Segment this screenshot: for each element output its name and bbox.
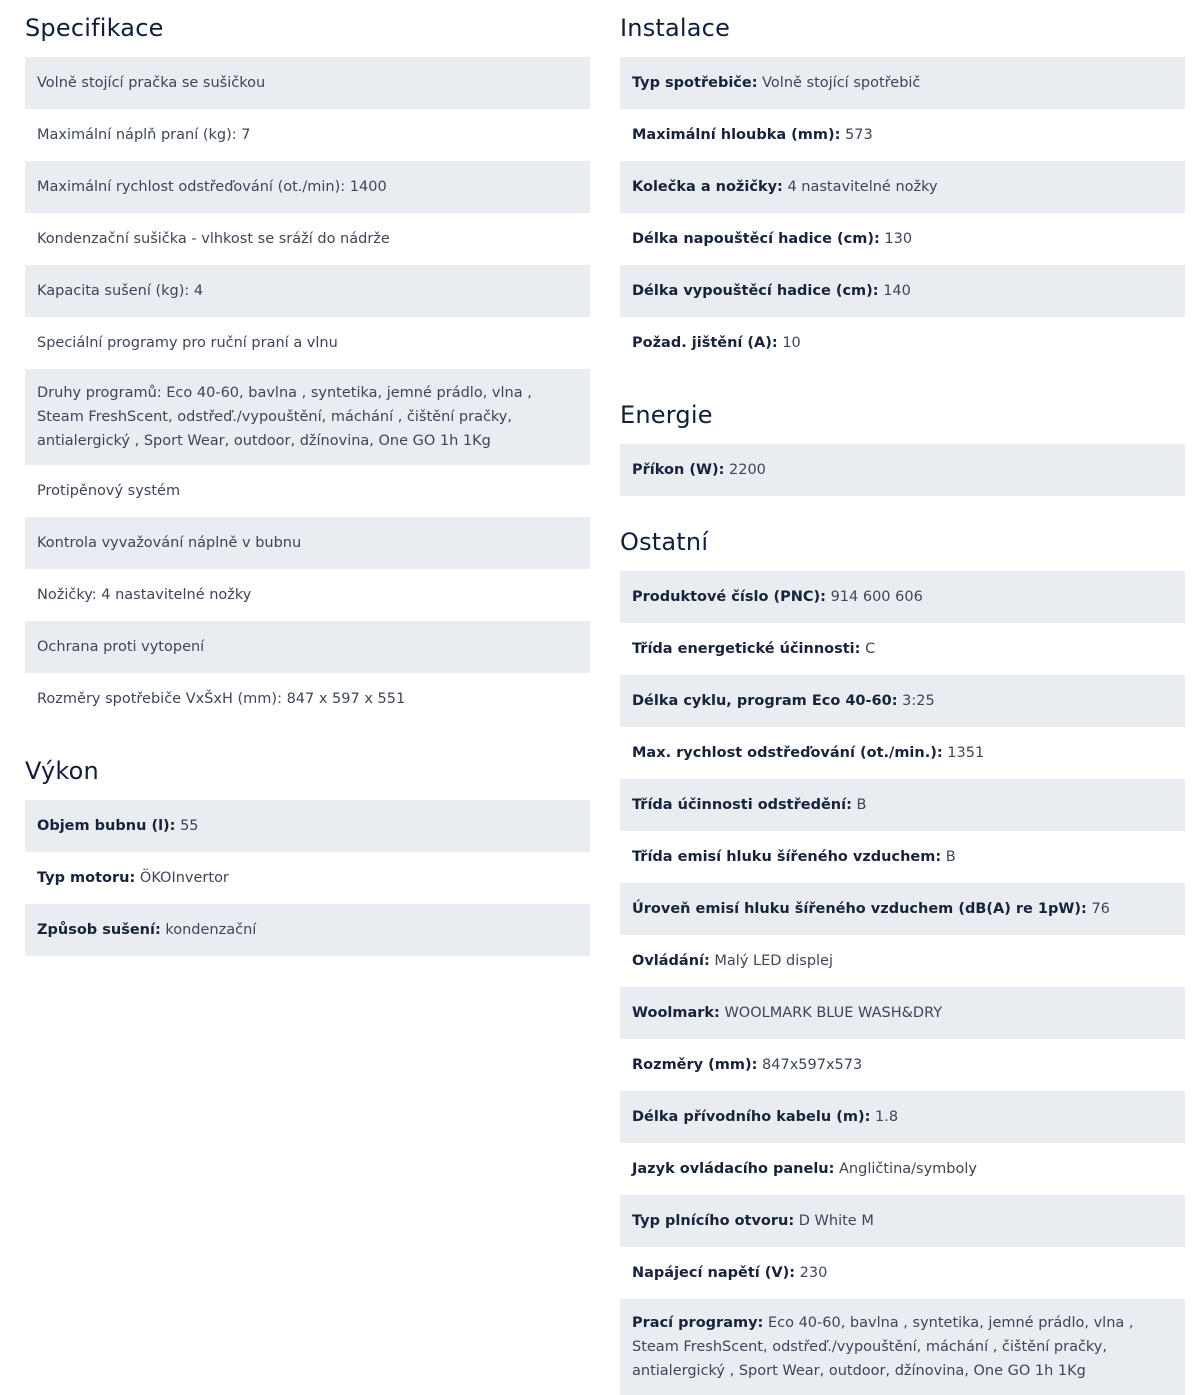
- spec-row: [620, 987, 1185, 1039]
- spec-value: 914 600 606: [830, 589, 923, 605]
- spec-row: Maximální náplň praní (kg): 7: [25, 109, 590, 161]
- spec-row: [25, 904, 590, 956]
- spec-row: [620, 883, 1185, 935]
- spec-value: 2200: [729, 462, 766, 478]
- spec-row: Volně stojící pračka se sušičkou: [25, 57, 590, 109]
- spec-value: 4 nastavitelné nožky: [787, 179, 938, 195]
- section-title-specifikace: Specifikace: [25, 14, 164, 42]
- spec-row: Ochrana proti vytopení: [25, 621, 590, 673]
- section-instalace: [620, 0, 1185, 369]
- spec-key: Ovládání:: [632, 953, 710, 969]
- spec-row: Kondenzační sušička - vlhkost se sráží do nádrže: [25, 213, 590, 265]
- spec-key: Napájecí napětí (V):: [632, 1265, 796, 1281]
- spec-row: Kapacita sušení (kg): 4: [25, 265, 590, 317]
- spec-value: D White M: [798, 1213, 874, 1229]
- spec-row: [620, 1039, 1185, 1091]
- spec-row: Maximální rychlost odstřeďování (ot./min): 1400: [25, 161, 590, 213]
- spec-row: [620, 571, 1185, 623]
- spec-value: B: [945, 849, 956, 865]
- spec-value: Malý LED displej: [714, 953, 834, 969]
- spec-row: [620, 109, 1185, 161]
- spec-row: [25, 852, 590, 904]
- spec-value: ÖKOInvertor: [139, 870, 229, 886]
- spec-key: Produktové číslo (PNC):: [632, 589, 826, 605]
- spec-row: [620, 213, 1185, 265]
- spec-key: Max. rychlost odstřeďování (ot./min.):: [632, 745, 943, 761]
- spec-list-vykon: [25, 800, 590, 956]
- spec-key: Úroveň emisí hluku šířeného vzduchem (dB(A) re 1pW):: [632, 901, 1087, 917]
- right-column: [620, 0, 1185, 1395]
- spec-key: Rozměry (mm):: [632, 1057, 758, 1073]
- spec-value: 130: [884, 231, 913, 247]
- spec-value: Volně stojící spotřebič: [762, 75, 921, 91]
- spec-key: Třída energetické účinnosti:: [632, 641, 861, 657]
- spec-key: Délka přívodního kabelu (m):: [632, 1109, 871, 1125]
- spec-row: [620, 317, 1185, 369]
- spec-key: Příkon (W):: [632, 462, 725, 478]
- spec-key: Délka cyklu, program Eco 40-60:: [632, 693, 898, 709]
- spec-row: [620, 1143, 1185, 1195]
- spec-row: Druhy programů: Eco 40-60, bavlna , syntetika, jemné prádlo, vlna , Steam FreshScent, odstřeď./vypouštění, máchání , čištění pračky, antialergický , Sport Wear, outdoor, džínovina, One GO 1h 1Kg: [25, 369, 590, 465]
- spec-value: C: [865, 641, 876, 657]
- spec-list-energie: [620, 444, 1185, 496]
- spec-value: Angličtina/symboly: [839, 1161, 977, 1177]
- spec-row: Speciální programy pro ruční praní a vlnu: [25, 317, 590, 369]
- spec-value: kondenzační: [165, 922, 257, 938]
- section-specifikace: [25, 0, 590, 725]
- spec-row: Kontrola vyvažování náplně v bubnu: [25, 517, 590, 569]
- section-vykon: [25, 743, 590, 956]
- spec-row: [620, 1299, 1185, 1395]
- spec-value: 1.8: [875, 1109, 899, 1125]
- section-title-energie: Energie: [620, 401, 713, 429]
- spec-key: Typ plnícího otvoru:: [632, 1213, 795, 1229]
- spec-row: [620, 779, 1185, 831]
- spec-value: 3:25: [902, 693, 935, 709]
- spec-value: 10: [782, 335, 801, 351]
- spec-key: Požad. jištění (A):: [632, 335, 778, 351]
- spec-row: [620, 675, 1185, 727]
- spec-key: Třída emisí hluku šířeného vzduchem:: [632, 849, 942, 865]
- section-ostatni: [620, 514, 1185, 1395]
- spec-key: Kolečka a nožičky:: [632, 179, 783, 195]
- spec-row: [620, 57, 1185, 109]
- section-title-instalace: Instalace: [620, 14, 731, 42]
- spec-list-instalace: [620, 57, 1185, 369]
- spec-key: Typ motoru:: [37, 870, 136, 886]
- spec-row: [620, 1247, 1185, 1299]
- spec-value: 847x597x573: [762, 1057, 863, 1073]
- spec-row: [620, 935, 1185, 987]
- spec-key: Délka napouštěcí hadice (cm):: [632, 231, 880, 247]
- spec-value: 140: [883, 283, 911, 299]
- spec-row: Protipěnový systém: [25, 465, 590, 517]
- spec-key: Délka vypouštěcí hadice (cm):: [632, 283, 879, 299]
- spec-value: Eco 40-60, bavlna , syntetika, jemné prádlo, vlna , Steam FreshScent, odstřeď./vypouštění, máchání , čištění pračky, antialergický , Sport Wear, outdoor, džínovina, One GO 1h 1Kg: [632, 1315, 1134, 1379]
- spec-row: Nožičky: 4 nastavitelné nožky: [25, 569, 590, 621]
- spec-list-ostatni: [620, 571, 1185, 1395]
- spec-key: Jazyk ovládacího panelu:: [632, 1161, 835, 1177]
- section-title-ostatni: Ostatní: [620, 528, 709, 556]
- section-title-vykon: Výkon: [25, 757, 99, 785]
- section-energie: [620, 387, 1185, 496]
- spec-row: [620, 444, 1185, 496]
- spec-key: Maximální hloubka (mm):: [632, 127, 841, 143]
- left-column: [25, 0, 590, 956]
- spec-value: B: [856, 797, 867, 813]
- spec-row: [620, 1195, 1185, 1247]
- spec-value: 573: [845, 127, 873, 143]
- spec-value: 1351: [947, 745, 985, 761]
- spec-value: WOOLMARK BLUE WASH&DRY: [724, 1005, 943, 1021]
- spec-row: [620, 161, 1185, 213]
- spec-row: [620, 831, 1185, 883]
- spec-key: Prací programy:: [632, 1315, 764, 1331]
- spec-row: [620, 623, 1185, 675]
- spec-row: [620, 727, 1185, 779]
- spec-key: Třída účinnosti odstředění:: [632, 797, 852, 813]
- spec-row: [620, 265, 1185, 317]
- spec-key: Způsob sušení:: [37, 922, 161, 938]
- spec-value: 55: [180, 818, 199, 834]
- spec-row: [25, 800, 590, 852]
- spec-list-specifikace: [25, 57, 590, 725]
- spec-key: Woolmark:: [632, 1005, 720, 1021]
- spec-value: 76: [1091, 901, 1110, 917]
- spec-value: 230: [799, 1265, 828, 1281]
- spec-key: Objem bubnu (l):: [37, 818, 176, 834]
- spec-row: Rozměry spotřebiče VxŠxH (mm): 847 x 597 x 551: [25, 673, 590, 725]
- spec-row: [620, 1091, 1185, 1143]
- spec-key: Typ spotřebiče:: [632, 75, 758, 91]
